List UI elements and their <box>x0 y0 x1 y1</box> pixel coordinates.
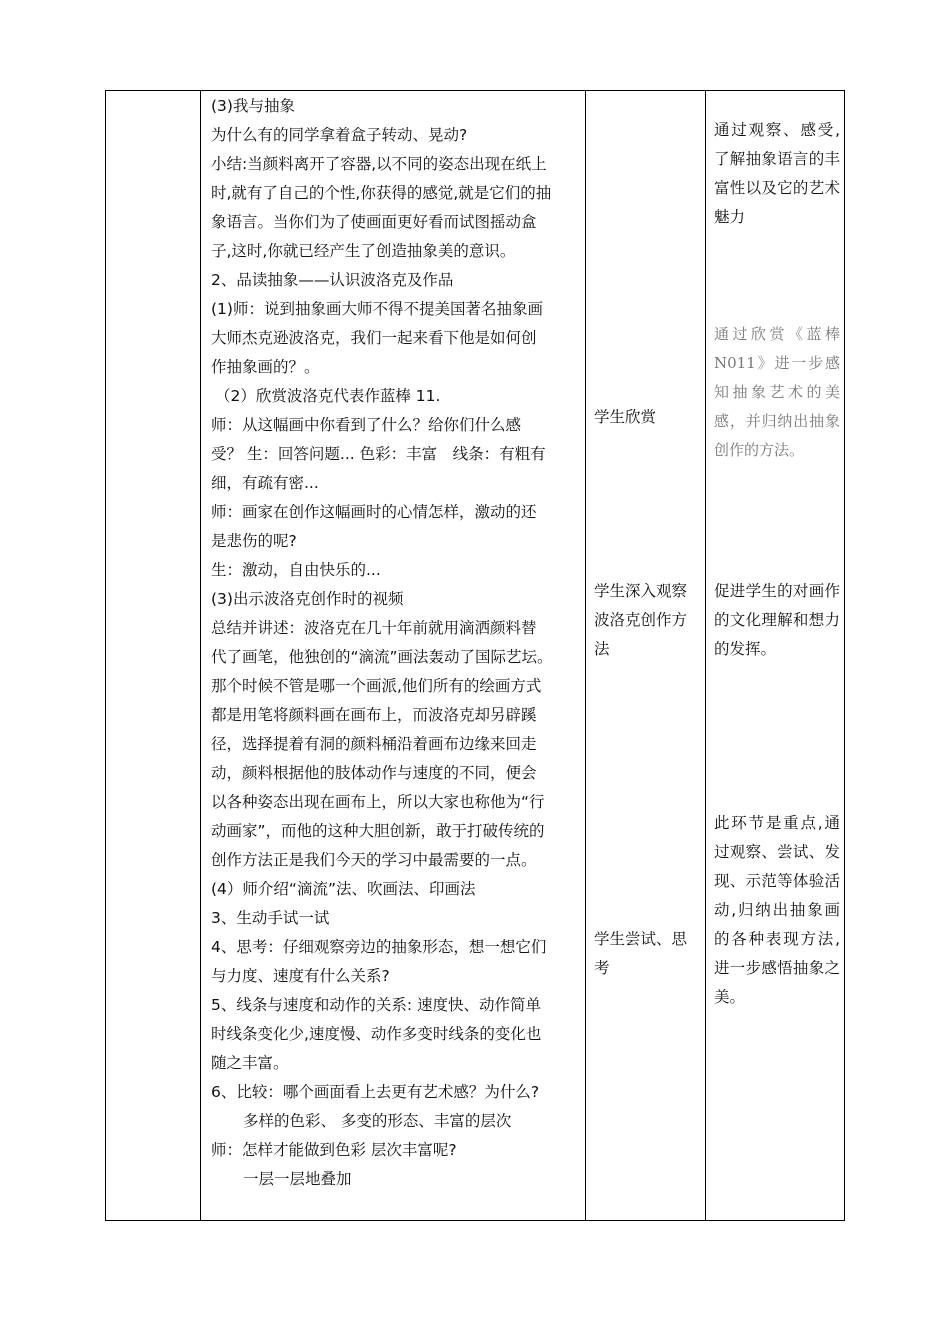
process-line: (3)我与抽象 <box>211 97 295 115</box>
process-line: 随之丰富。 <box>211 1054 289 1072</box>
process-line: 细，有疏有密... <box>211 474 319 492</box>
student-activity-column <box>586 91 706 1220</box>
activity-try-think: 学生尝试、思考 <box>594 930 688 977</box>
process-line: （2）欣赏波洛克代表作蓝棒 11. <box>215 387 441 405</box>
process-line: 总结并讲述：波洛克在几十年前就用滴洒颜料替 <box>211 619 537 637</box>
process-line: 4、思考：仔细观察旁边的抽象形态，想一想它们 <box>211 938 547 956</box>
process-text <box>211 92 581 1194</box>
process-line: 师：从这幅画中你看到了什么？给你们什么感 <box>211 416 522 434</box>
process-line: 小结:当颜料离开了容器,以不同的姿态出现在纸上 <box>211 155 547 173</box>
process-line: 多样的色彩、 多变的形态、丰富的层次 <box>243 1112 512 1130</box>
process-line: 时线条变化少,速度慢、动作多变时线条的变化也 <box>211 1025 542 1043</box>
process-line: 大师杰克逊波洛克，我们一起来看下他是如何创 <box>211 329 537 347</box>
design-intent-column <box>706 91 844 1220</box>
activity-observe: 学生深入观察波洛克创作方法 <box>594 582 688 658</box>
process-line: (1)师：说到抽象画大师不得不提美国著名抽象画 <box>211 300 543 318</box>
lesson-table <box>105 90 845 1221</box>
process-line: 都是用笔将颜料画在画布上，而波洛克却另辟蹊 <box>211 706 537 724</box>
process-line: 一层一层地叠加 <box>243 1170 352 1188</box>
process-line: 师：怎样才能做到色彩 层次丰富呢? <box>211 1141 457 1159</box>
process-line: (3)出示波洛克创作时的视频 <box>211 590 404 608</box>
process-line: 那个时候不管是哪一个画派,他们所有的绘画方式 <box>211 677 542 695</box>
process-line: 5、线条与速度和动作的关系: 速度快、动作简单 <box>211 996 542 1014</box>
intent-appreciate-painting: 通过欣赏《蓝棒N011》进一步感知抽象艺术的美感，并归纳出抽象创作的方法。 <box>714 325 840 459</box>
teaching-process-column <box>201 91 586 1220</box>
process-line: 动，颜料根据他的肢体动作与速度的不同，便会 <box>211 764 537 782</box>
process-line: 作抽象画的？。 <box>211 358 320 376</box>
process-line: 为什么有的同学拿着盒子转动、晃动? <box>211 126 468 144</box>
process-line: 径，选择提着有洞的颜料桶沿着画布边缘来回走 <box>211 735 537 753</box>
blank-column <box>106 91 201 1220</box>
process-line: 师：画家在创作这幅画时的心情怎样，激动的还 <box>211 503 537 521</box>
process-line: 子,这时,你就已经产生了创造抽象美的意识。 <box>211 242 516 260</box>
process-line: 动画家”，而他的这种大胆创新，敢于打破传统的 <box>211 822 545 840</box>
intent-culture-understanding: 促进学生的对画作的文化理解和想力的发挥。 <box>714 582 840 658</box>
activity-appreciate: 学生欣赏 <box>594 408 657 426</box>
process-line: 2、品读抽象——认识波洛克及作品 <box>211 271 454 289</box>
intent-key-section: 此环节是重点,通过观察、尝试、发现、示范等体验活动,归纳出抽象画的各种表现方法,进一步感悟抽象之美。 <box>714 814 840 1006</box>
process-line: (4）师介绍“滴流”法、吹画法、印画法 <box>211 880 476 898</box>
process-line: 时,就有了自己的个性,你获得的感觉,就是它们的抽 <box>211 184 552 202</box>
process-line: 生：激动，自由快乐的... <box>211 561 381 579</box>
process-line: 6、比较：哪个画面看上去更有艺术感？为什么? <box>211 1083 540 1101</box>
process-line: 是悲伤的呢? <box>211 532 297 550</box>
process-line: 代了画笔，他独创的“滴流”画法轰动了国际艺坛。 <box>211 648 553 666</box>
process-line: 象语言。当你们为了使画面更好看而试图摇动盒 <box>211 213 537 231</box>
process-line: 创作方法正是我们今天的学习中最需要的一点。 <box>211 851 537 869</box>
process-line: 与力度、速度有什么关系? <box>211 967 390 985</box>
process-line: 3、生动手试一试 <box>211 909 330 927</box>
process-line: 以各种姿态出现在画布上，所以大家也称他为“行 <box>211 793 545 811</box>
process-line: 受？ 生：回答问题... 色彩：丰富 线条：有粗有 <box>211 445 546 463</box>
intent-observe-feel: 通过观察、感受,了解抽象语言的丰富性以及它的艺术魅力 <box>714 121 840 226</box>
